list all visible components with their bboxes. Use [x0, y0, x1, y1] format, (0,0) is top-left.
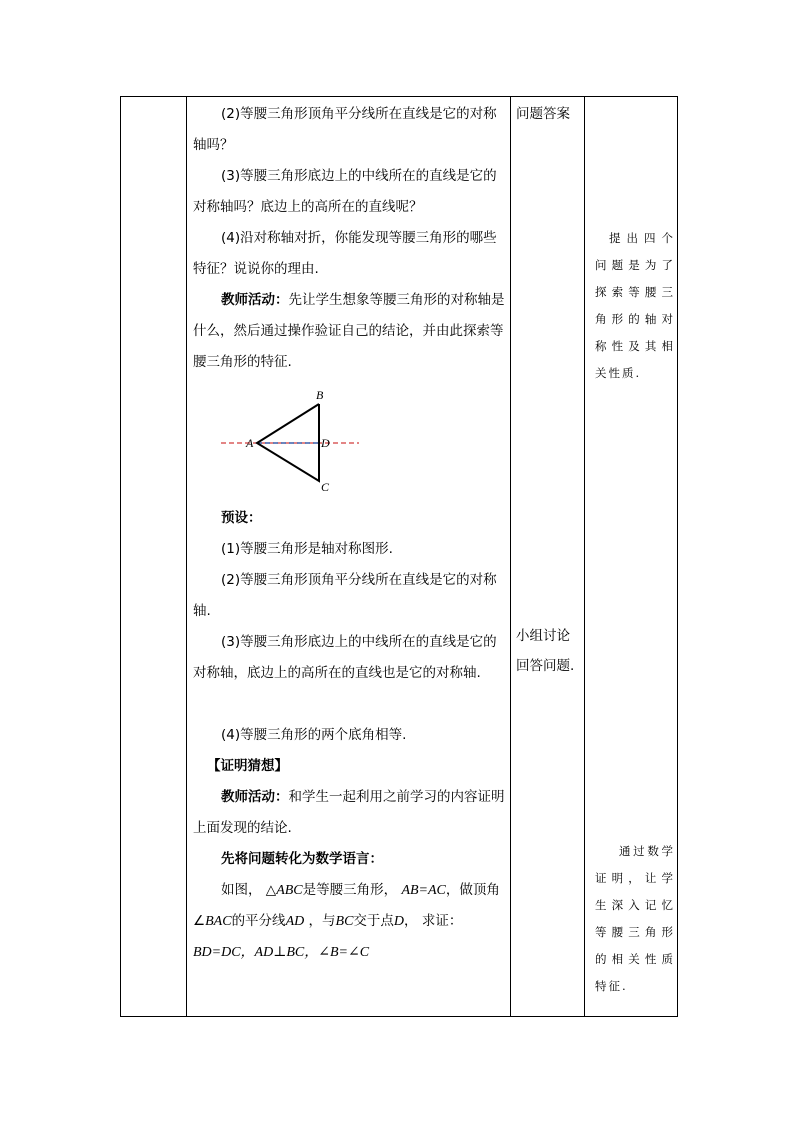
- answer-1: (1)等腰三角形是轴对称图形.: [221, 541, 393, 557]
- proof-conclusion: BD=DC，AD⊥BC，∠B=∠C: [193, 945, 370, 960]
- teacher-activity-label-2: 教师活动：: [221, 789, 289, 805]
- math-language-heading: 先将问题转化为数学语言：: [221, 851, 383, 867]
- triangle-figure: [217, 381, 367, 501]
- label-a: A: [246, 436, 254, 450]
- label-c: C: [321, 480, 330, 494]
- proof-heading: 【证明猜想】: [207, 758, 288, 774]
- label-d: D: [321, 436, 330, 450]
- content-column: [187, 97, 509, 1016]
- teacher-activity-2: [193, 782, 505, 844]
- teacher-activity-text: 先让学生想象等腰三角形的对称轴是什么，然后通过操作验证自己的结论，并由此探索等腰三角形的特征.: [193, 292, 505, 370]
- note-2: 通过数学证明，让学生深入记忆等腰三角形的相关性质特征.: [595, 844, 675, 993]
- activity-discussion: 小组讨论回答问题.: [516, 628, 575, 674]
- label-b: B: [316, 388, 324, 402]
- question-4: (4)沿对称轴对折，你能发现等腰三角形的哪些特征？说说你的理由.: [193, 230, 497, 277]
- design-intent-column: [587, 97, 677, 1016]
- student-activity-column: [511, 97, 583, 1016]
- lesson-table: [120, 96, 678, 1017]
- teacher-activity-label: 教师活动：: [221, 292, 289, 308]
- column-divider-3: [584, 97, 585, 1016]
- preset-label: 预设：: [221, 510, 262, 526]
- teacher-activity-text-2: 和学生一起利用之前学习的内容证明上面发现的结论.: [193, 789, 505, 836]
- activity-answer: 问题答案: [516, 106, 570, 122]
- note-1: 提出四个问题是为了探索等腰三角形的轴对称性及其相关性质.: [595, 231, 675, 380]
- question-2: (2)等腰三角形顶角平分线所在直线是它的对称轴吗？: [193, 106, 497, 153]
- question-3: (3)等腰三角形底边上的中线所在的直线是它的对称轴吗？底边上的高所在的直线呢？: [193, 168, 497, 215]
- answer-2: (2)等腰三角形顶角平分线所在直线是它的对称轴.: [193, 572, 497, 619]
- problem-statement: 如图， △ABC是等腰三角形， AB=AC，做顶角∠BAC的平分线AD ，与BC交于点D， 求证：: [193, 882, 500, 929]
- teacher-activity-1: [193, 285, 505, 378]
- answer-4: (4)等腰三角形的两个底角相等.: [221, 727, 407, 743]
- answer-3: (3)等腰三角形底边上的中线所在的直线是它的对称轴，底边上的高所在的直线也是它的对称轴.: [193, 634, 497, 681]
